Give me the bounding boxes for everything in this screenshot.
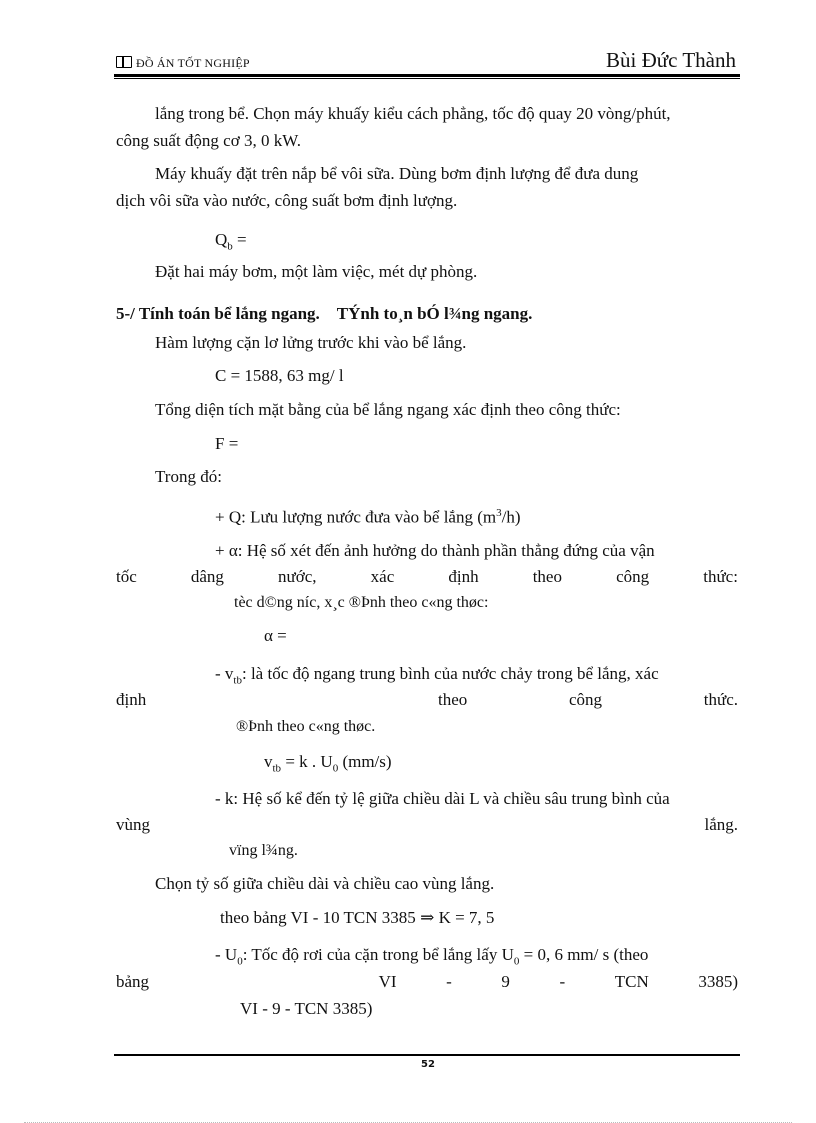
para-line: dịch vôi sữa vào nước, công suất bơm định lượng. [116,191,458,210]
para-line: Đặt hai máy bơm, một làm việc, mét dự phòng. [155,262,478,281]
para-line: Trong đó: [155,467,222,486]
item-k: - k: Hệ số kể đến tỷ lệ giữa chiều dài L và chiều sâu trung bình của [215,789,670,808]
header-rule [114,74,740,77]
justified-line: vùng lắng. [116,815,738,834]
book-icon [116,56,132,68]
section-heading: 5-/ Tính toán bể lắng ngang. TÝnh to¸n bÓ l¾ng ngang. [116,304,533,323]
garbled-line: vïng l¾ng. [229,842,298,859]
garbled-line: VI - 9 - TCN 3385) [240,999,373,1018]
footer-rule [114,1054,740,1056]
item-vtb: - $v_{tb}$: là tốc độ ngang trung bình của nước chảy trong bể lắng, xác [215,664,659,687]
para-line: công suất động cơ 3, 0 kW. [116,131,301,150]
header-title: ĐỒ ÁN TỐT NGHIỆP [116,55,250,71]
formula-k: theo bảng VI - 10 TCN 3385 ⇒ K = 7, 5 [220,908,495,927]
para-line: lắng trong bể. Chọn máy khuấy kiểu cách phẳng, tốc độ quay 20 vòng/phút, [155,104,671,123]
header-rule-thin [114,78,740,79]
garbled-line: tèc d©ng níc, x¸c ®Þnh theo c«ng thøc: [234,594,489,611]
para-line: Chọn tỷ số giữa chiều dài và chiều cao vùng lắng. [155,874,495,893]
justified-line: định theo công thức. [116,690,738,709]
page-number: 52 [421,1059,435,1070]
formula-qb: $Q_b$ = [215,230,247,253]
formula-f: F = [215,434,239,453]
justified-line: tốc dâng nước, xác định theo công thức: [116,567,738,586]
garbled-line: ®Þnh theo c«ng thøc. [236,718,376,735]
item-q: + Q: Lưu lượng nước đưa vào bể lắng $(m^3/h)$ [215,507,521,527]
para-line: Hàm lượng cặn lơ lửng trước khi vào bể lắng. [155,333,467,352]
justified-line: bảng VI - 9 - TCN 3385) [116,972,738,991]
implies-arrow-icon: ⇒ [420,908,435,927]
formula-vtb: $v_{tb} = k$ . $U_0$ (mm/s) [264,752,392,775]
para-line: Tổng diện tích mặt bằng của bể lắng ngang xác định theo công thức: [155,400,621,419]
item-u0: - $U_0$: Tốc độ rơi của cặn trong bể lắng lấy $U_0 = 0$, 6 mm/ s (theo [215,945,649,968]
formula-alpha: α = [264,626,287,645]
item-alpha: + α: Hệ số xét đến ảnh hưởng do thành phần thẳng đứng của vận [215,541,655,560]
header-author: Bùi Đức Thành [606,48,736,72]
formula-c: C = 1588, 63 mg/ l [215,366,344,385]
para-line: Máy khuấy đặt trên nắp bể vôi sữa. Dùng bơm định lượng để đưa dung [155,164,639,183]
